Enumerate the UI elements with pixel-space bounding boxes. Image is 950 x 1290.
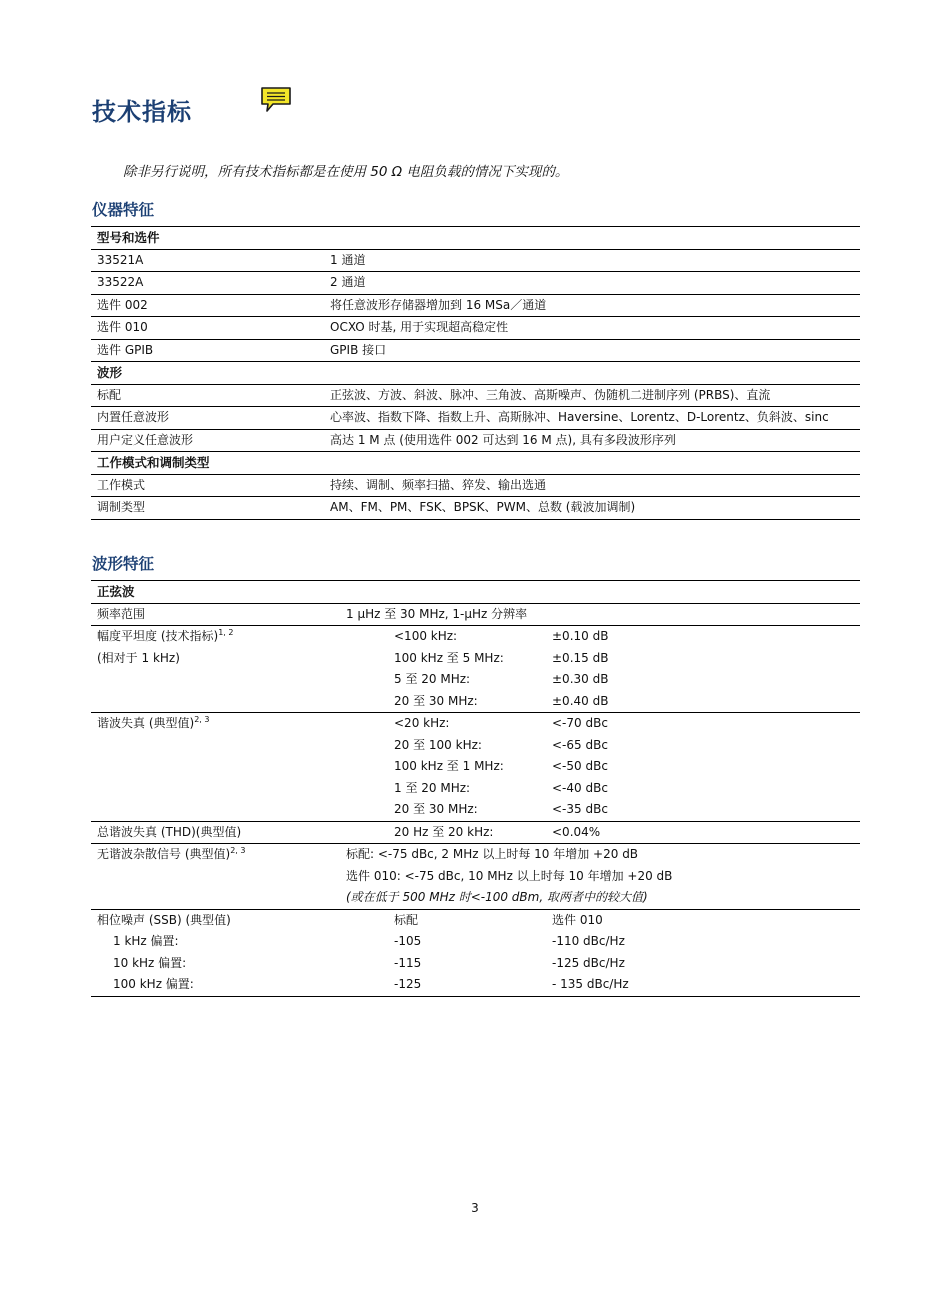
spec-label: 选件 GPIB xyxy=(91,339,324,362)
harmonic-label: 谐波失真 (典型值)$^{2, 3}$ xyxy=(91,713,340,735)
column-header: 标配 xyxy=(394,909,546,931)
spec-label: 内置任意波形 xyxy=(91,407,324,430)
table-row xyxy=(91,931,860,953)
table-header-row xyxy=(91,581,860,604)
spec-value: 将任意波形存储器增加到 16 MSa／通道 xyxy=(324,294,860,317)
instrument-spec-table xyxy=(91,226,860,520)
range-cell: <100 kHz: xyxy=(394,626,546,648)
opt-value: -110 dBc/Hz xyxy=(552,934,625,948)
group-header-modes: 工作模式和调制类型 xyxy=(91,452,860,475)
table-row xyxy=(91,778,860,800)
spec-value: 正弦波、方波、斜波、脉冲、三角波、高斯噪声、伪随机二进制序列 (PRBS)、直流 xyxy=(324,384,860,407)
table-row xyxy=(91,497,860,520)
range-cell: 20 Hz 至 20 kHz: xyxy=(394,821,546,844)
table-row xyxy=(91,603,860,626)
table-row xyxy=(91,669,860,691)
table-row xyxy=(91,844,860,866)
opt-value: - 135 dBc/Hz xyxy=(546,974,860,996)
table-row xyxy=(91,691,860,713)
range-cell: <20 kHz: xyxy=(394,713,546,735)
spec-value: GPIB 接口 xyxy=(324,339,860,362)
table-row xyxy=(91,249,860,272)
std-value: -125 xyxy=(394,974,546,996)
spec-value: 1 通道 xyxy=(324,249,860,272)
spec-label: 工作模式 xyxy=(91,474,324,497)
page-title: 技术指标 xyxy=(92,98,192,126)
range-cell: 20 至 100 kHz: xyxy=(394,737,482,752)
table-row xyxy=(91,953,860,975)
comment-note-icon[interactable] xyxy=(259,85,293,115)
value-cell: <-70 dBc xyxy=(546,713,860,735)
thd-label: 总谐波失真 (THD)(典型值) xyxy=(91,821,340,844)
range-cell: 100 kHz 至 1 MHz: xyxy=(394,759,504,773)
spec-label: 33521A xyxy=(91,249,324,272)
table-row xyxy=(91,713,860,735)
table-row xyxy=(91,799,860,821)
table-row xyxy=(91,909,860,931)
spec-label: 标配 xyxy=(91,384,324,407)
value-cell: <-35 dBc xyxy=(552,802,608,816)
value-cell: ±0.30 dB xyxy=(552,672,609,686)
spec-value: 标配: <-75 dBc, 2 MHz 以上时每 10 年增加 +20 dB xyxy=(340,844,860,866)
column-header: 选件 010 xyxy=(546,909,860,931)
group-header-models: 型号和选件 xyxy=(91,227,860,250)
value-cell: <-50 dBc xyxy=(552,759,608,773)
table-row xyxy=(91,756,860,778)
table-row xyxy=(91,384,860,407)
table-row xyxy=(91,272,860,295)
spec-value: 持续、调制、频率扫描、猝发、输出选通 xyxy=(324,474,860,497)
spurious-label: 无谐波杂散信号 (典型值)$^{2, 3}$ xyxy=(91,844,340,866)
table-row xyxy=(91,474,860,497)
spurious-note: (或在低于 500 MHz 时<-100 dBm, 取两者中的较大值) xyxy=(346,890,648,904)
section-title-waveform: 波形特征 xyxy=(92,555,155,573)
table-row xyxy=(91,821,860,844)
spec-label: 选件 002 xyxy=(91,294,324,317)
table-row xyxy=(91,317,860,340)
opt-value: -125 dBc/Hz xyxy=(552,955,625,970)
table-row xyxy=(91,407,860,430)
spec-label: 用户定义任意波形 xyxy=(91,429,324,452)
footnote-ref: 1, 2 xyxy=(218,628,234,637)
spec-label: 选件 010 xyxy=(91,317,324,340)
section-title-instrument: 仪器特征 xyxy=(92,201,155,219)
value-cell: ±0.10 dB xyxy=(546,626,860,648)
table-row xyxy=(91,866,860,888)
table-header-row xyxy=(91,452,860,475)
table-header-row xyxy=(91,227,860,250)
footnote-ref: 2, 3 xyxy=(230,846,246,855)
table-header-row xyxy=(91,362,860,385)
flatness-sublabel: (相对于 1 kHz) xyxy=(97,650,180,665)
offset-label: 100 kHz 偏置: xyxy=(91,974,340,996)
spec-value: 1 μHz 至 30 MHz, 1-μHz 分辨率 xyxy=(340,603,860,626)
offset-label: 10 kHz 偏置: xyxy=(113,955,187,970)
value-cell: <-65 dBc xyxy=(552,737,608,752)
intro-note: 除非另行说明，所有技术指标都是在使用 50 Ω 电阻负载的情况下实现的。 xyxy=(123,164,569,180)
value-cell: ±0.40 dB xyxy=(552,693,609,708)
table-row xyxy=(91,294,860,317)
group-header-waveforms: 波形 xyxy=(91,362,860,385)
table-row xyxy=(91,339,860,362)
waveform-spec-table xyxy=(91,580,860,997)
flatness-label: 幅度平坦度 (技术指标)$^{1, 2}$ xyxy=(91,626,340,648)
table-row xyxy=(91,887,860,909)
offset-label: 1 kHz 偏置: xyxy=(113,934,179,948)
spec-value: 心率波、指数下降、指数上升、高斯脉冲、Haversine、Lorentz、D-Lorentz、负斜波、sinc xyxy=(324,407,860,430)
spec-label: 频率范围 xyxy=(91,603,340,626)
phase-noise-label: 相位噪声 (SSB) (典型值) xyxy=(91,909,340,931)
table-row xyxy=(91,429,860,452)
spec-value: 2 通道 xyxy=(324,272,860,295)
table-row xyxy=(91,626,860,648)
footnote-ref: 2, 3 xyxy=(194,715,210,724)
spec-value: 选件 010: <-75 dBc, 10 MHz 以上时每 10 年增加 +20 dB xyxy=(346,868,673,883)
std-value: -115 xyxy=(394,955,422,970)
spec-label: 33522A xyxy=(91,272,324,295)
range-cell: 5 至 20 MHz: xyxy=(394,672,471,686)
group-header-sine: 正弦波 xyxy=(91,581,860,604)
value-cell: ±0.15 dB xyxy=(552,650,609,665)
value-cell: <0.04% xyxy=(546,821,860,844)
range-cell: 20 至 30 MHz: xyxy=(394,802,478,816)
range-cell: 100 kHz 至 5 MHz: xyxy=(394,650,504,665)
page-number: 3 xyxy=(471,1201,479,1215)
range-cell: 1 至 20 MHz: xyxy=(394,780,471,795)
range-cell: 20 至 30 MHz: xyxy=(394,693,478,708)
spec-value: OCXO 时基, 用于实现超高稳定性 xyxy=(324,317,860,340)
table-row xyxy=(91,974,860,996)
value-cell: <-40 dBc xyxy=(552,780,608,795)
spec-value: AM、FM、PM、FSK、BPSK、PWM、总数 (载波加调制) xyxy=(324,497,860,520)
spec-value: 高达 1 M 点 (使用选件 002 可达到 16 M 点), 具有多段波形序列 xyxy=(324,429,860,452)
std-value: -105 xyxy=(394,934,422,948)
spec-label: 调制类型 xyxy=(91,497,324,520)
table-row xyxy=(91,648,860,670)
table-row xyxy=(91,735,860,757)
